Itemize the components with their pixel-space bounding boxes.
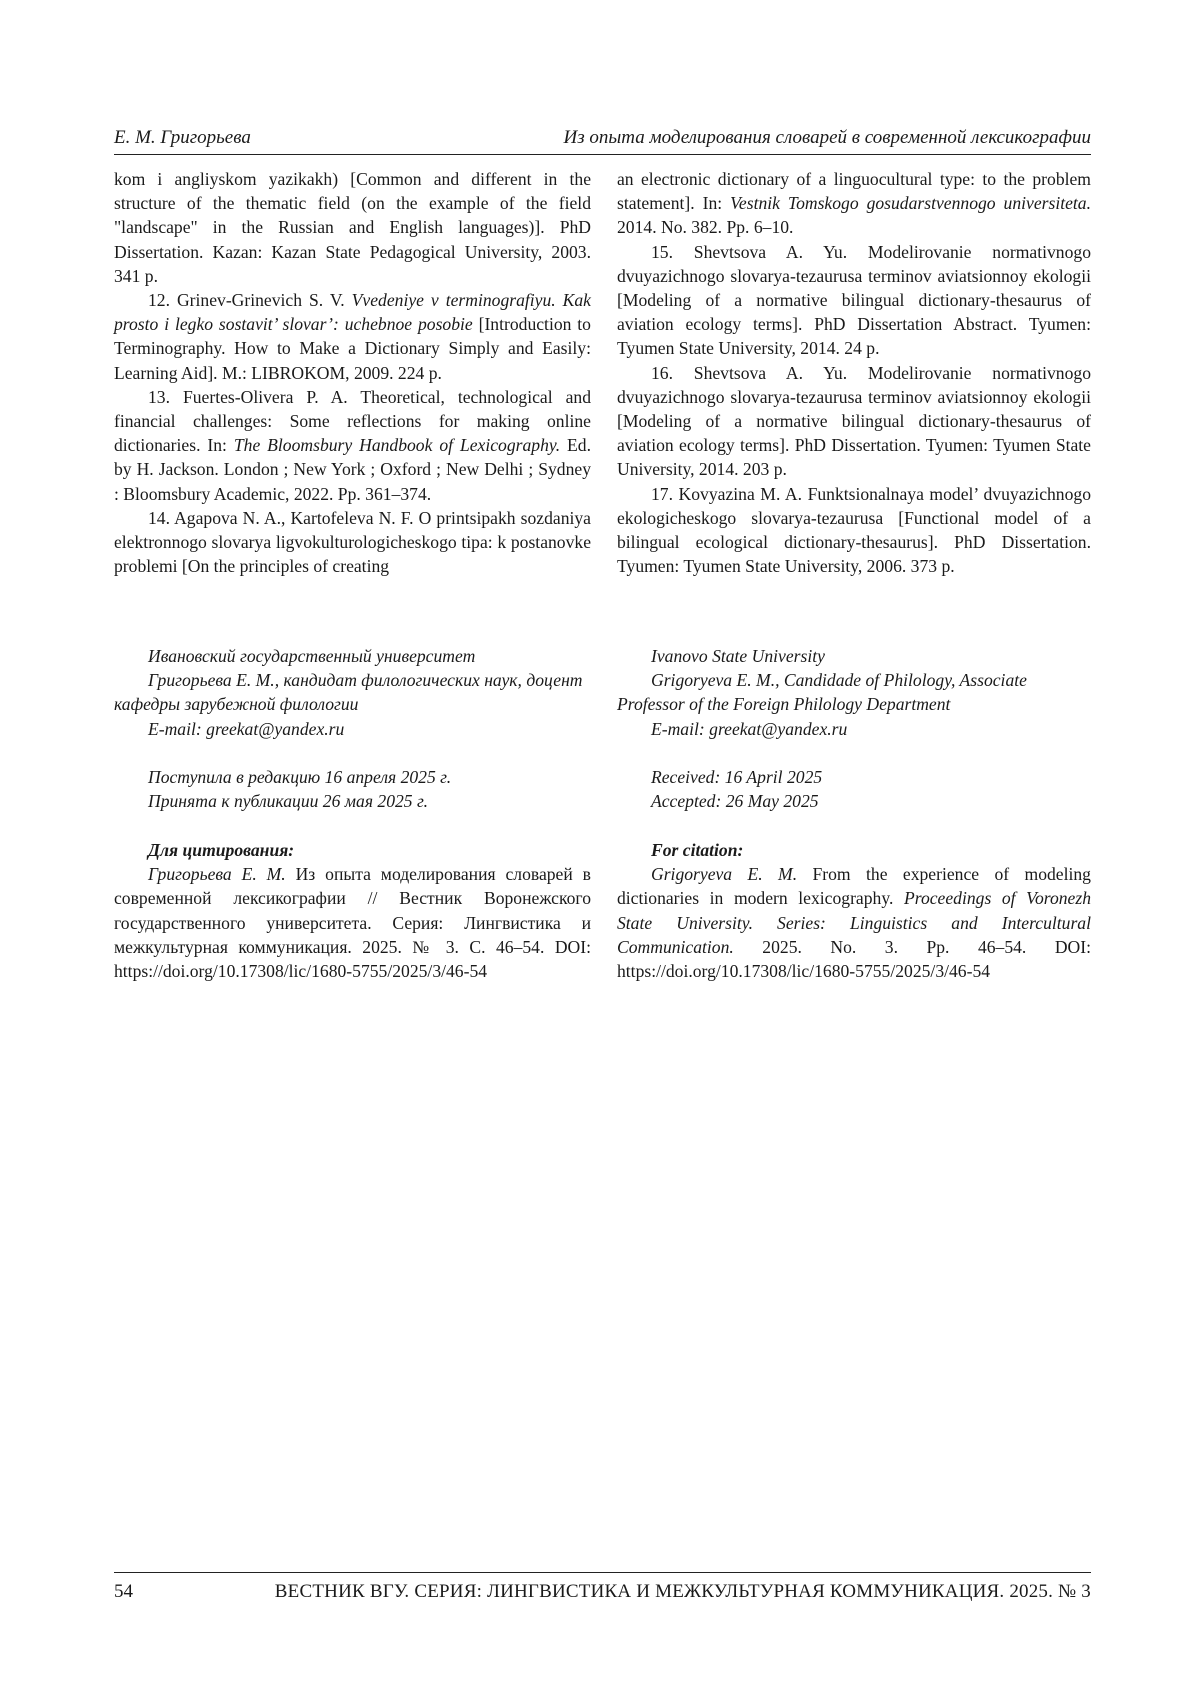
accepted-date: Принята к публикации 26 мая 2025 г. [114,789,591,813]
affiliation-russian [114,644,591,813]
reference-11-continuation: kom i angliyskom yazikakh) [Common and different in the structure of the thematic field (on the example of the field "landscape" in the Russian and English languages)]. PhD Dissertation. Kazan: Kazan State Pedagogical University, 2003. 341 p. [114,167,591,288]
header-article-title: Из опыта моделирования словарей в современной лексикографии [564,126,1091,150]
journal-name: ВЕСТНИК ВГУ. СЕРИЯ: ЛИНГВИСТИКА И МЕЖКУЛЬТУРНАЯ КОММУНИКАЦИЯ. 2025. № 3 [275,1579,1091,1605]
accepted-date: Accepted: 26 May 2025 [617,789,1091,813]
running-footer [114,1572,1091,1579]
citation-text: Григорьева Е. М. Из опыта моделирования словарей в современной лексикографии // Вестник Воронежского государственного университета. Серия: Лингвистика и межкультурная коммуникация. 2025. № 3. С. 46–54. DOI: https://doi.org/10.17308/lic/1680-5755/2025/3/46-54 [114,862,591,983]
citation-text: Grigoryeva E. M. From the experience of modeling dictionaries in modern lexicography. Proceedings of Voronezh State University. Series: Linguistics and Intercultural Communication. 2025. No. 3. Pp. 46–54. DOI: https://doi.org/10.17308/lic/1680-5755/2025/3/46-54 [617,862,1091,983]
header-author: Е. М. Григорьева [114,126,251,150]
reference-14-continuation: an electronic dictionary of a linguocultural type: to the problem statement]. In: Vestnik Tomskogo gosudarstvennogo universiteta. 2014. No. 382. Pp. 6–10. [617,167,1091,240]
received-date: Received: 16 April 2025 [617,765,1091,789]
author-email: E-mail: greekat@yandex.ru [114,717,591,741]
citation-heading: For citation: [617,838,1091,862]
author-email: E-mail: greekat@yandex.ru [617,717,1091,741]
received-date: Поступила в редакцию 16 апреля 2025 г. [114,765,591,789]
reference-15: 15. Shevtsova A. Yu. Modelirovanie normativnogo dvuyazichnogo slovarya-tezaurusa terminov aviatsionnoy ekologii [Modeling of a normative bilingual dictionary-thesaurus of aviation ecology terms]. PhD Dissertation Abstract. Tyumen: Tyumen State University, 2014. 24 p. [617,240,1091,361]
affiliation-english [617,644,1091,813]
university-name: Ивановский государственный университет [114,644,591,668]
page-number: 54 [114,1579,133,1605]
author-credentials: Григорьева Е. М., кандидат филологических наук, доцент кафедры зарубежной филологии [114,668,591,716]
citation-russian [114,838,591,983]
citation-english [617,838,1091,983]
running-header [114,124,1091,155]
reference-17: 17. Kovyazina M. A. Funktsionalnaya model’ dvuyazichnogo ekologicheskogo slovarya-tezaurusa [Functional model of a bilingual ecological dictionary-thesaurus]. PhD Dissertation. Tyumen: Tyumen State University, 2006. 373 p. [617,482,1091,579]
reference-12: 12. Grinev-Grinevich S. V. Vvedeniye v terminografiyu. Kak prosto i legko sostavit’ slovar’: uchebnoe posobie [Introduction to Terminography. How to Make a Dictionary Simply and Easily: Learning Aid]. M.: LIBROKOM, 2009. 224 p. [114,288,591,385]
author-credentials: Grigoryeva E. M., Candidade of Philology, Associate Professor of the Foreign Philology Department [617,668,1091,716]
citation-heading: Для цитирования: [114,838,591,862]
university-name: Ivanovo State University [617,644,1091,668]
references-right-column [617,167,1091,578]
references-left-column [114,167,591,578]
reference-16: 16. Shevtsova A. Yu. Modelirovanie normativnogo dvuyazichnogo slovarya-tezaurusa terminov aviatsionnoy ekologii [Modeling of a normative bilingual dictionary-thesaurus of aviation ecology terms]. PhD Dissertation. Tyumen: Tyumen State University, 2014. 203 p. [617,361,1091,482]
reference-13: 13. Fuertes-Olivera P. A. Theoretical, technological and financial challenges: Some reflections for making online dictionaries. In: The Bloomsbury Handbook of Lexicography. Ed. by H. Jackson. London ; New York ; Oxford ; New Delhi ; Sydney : Bloomsbury Academic, 2022. Pp. 361–374. [114,385,591,506]
reference-14: 14. Agapova N. A., Kartofeleva N. F. O printsipakh sozdaniya elektronnogo slovarya ligvokulturologicheskogo tipa: k postanovke problemi [On the principles of creating [114,506,591,579]
